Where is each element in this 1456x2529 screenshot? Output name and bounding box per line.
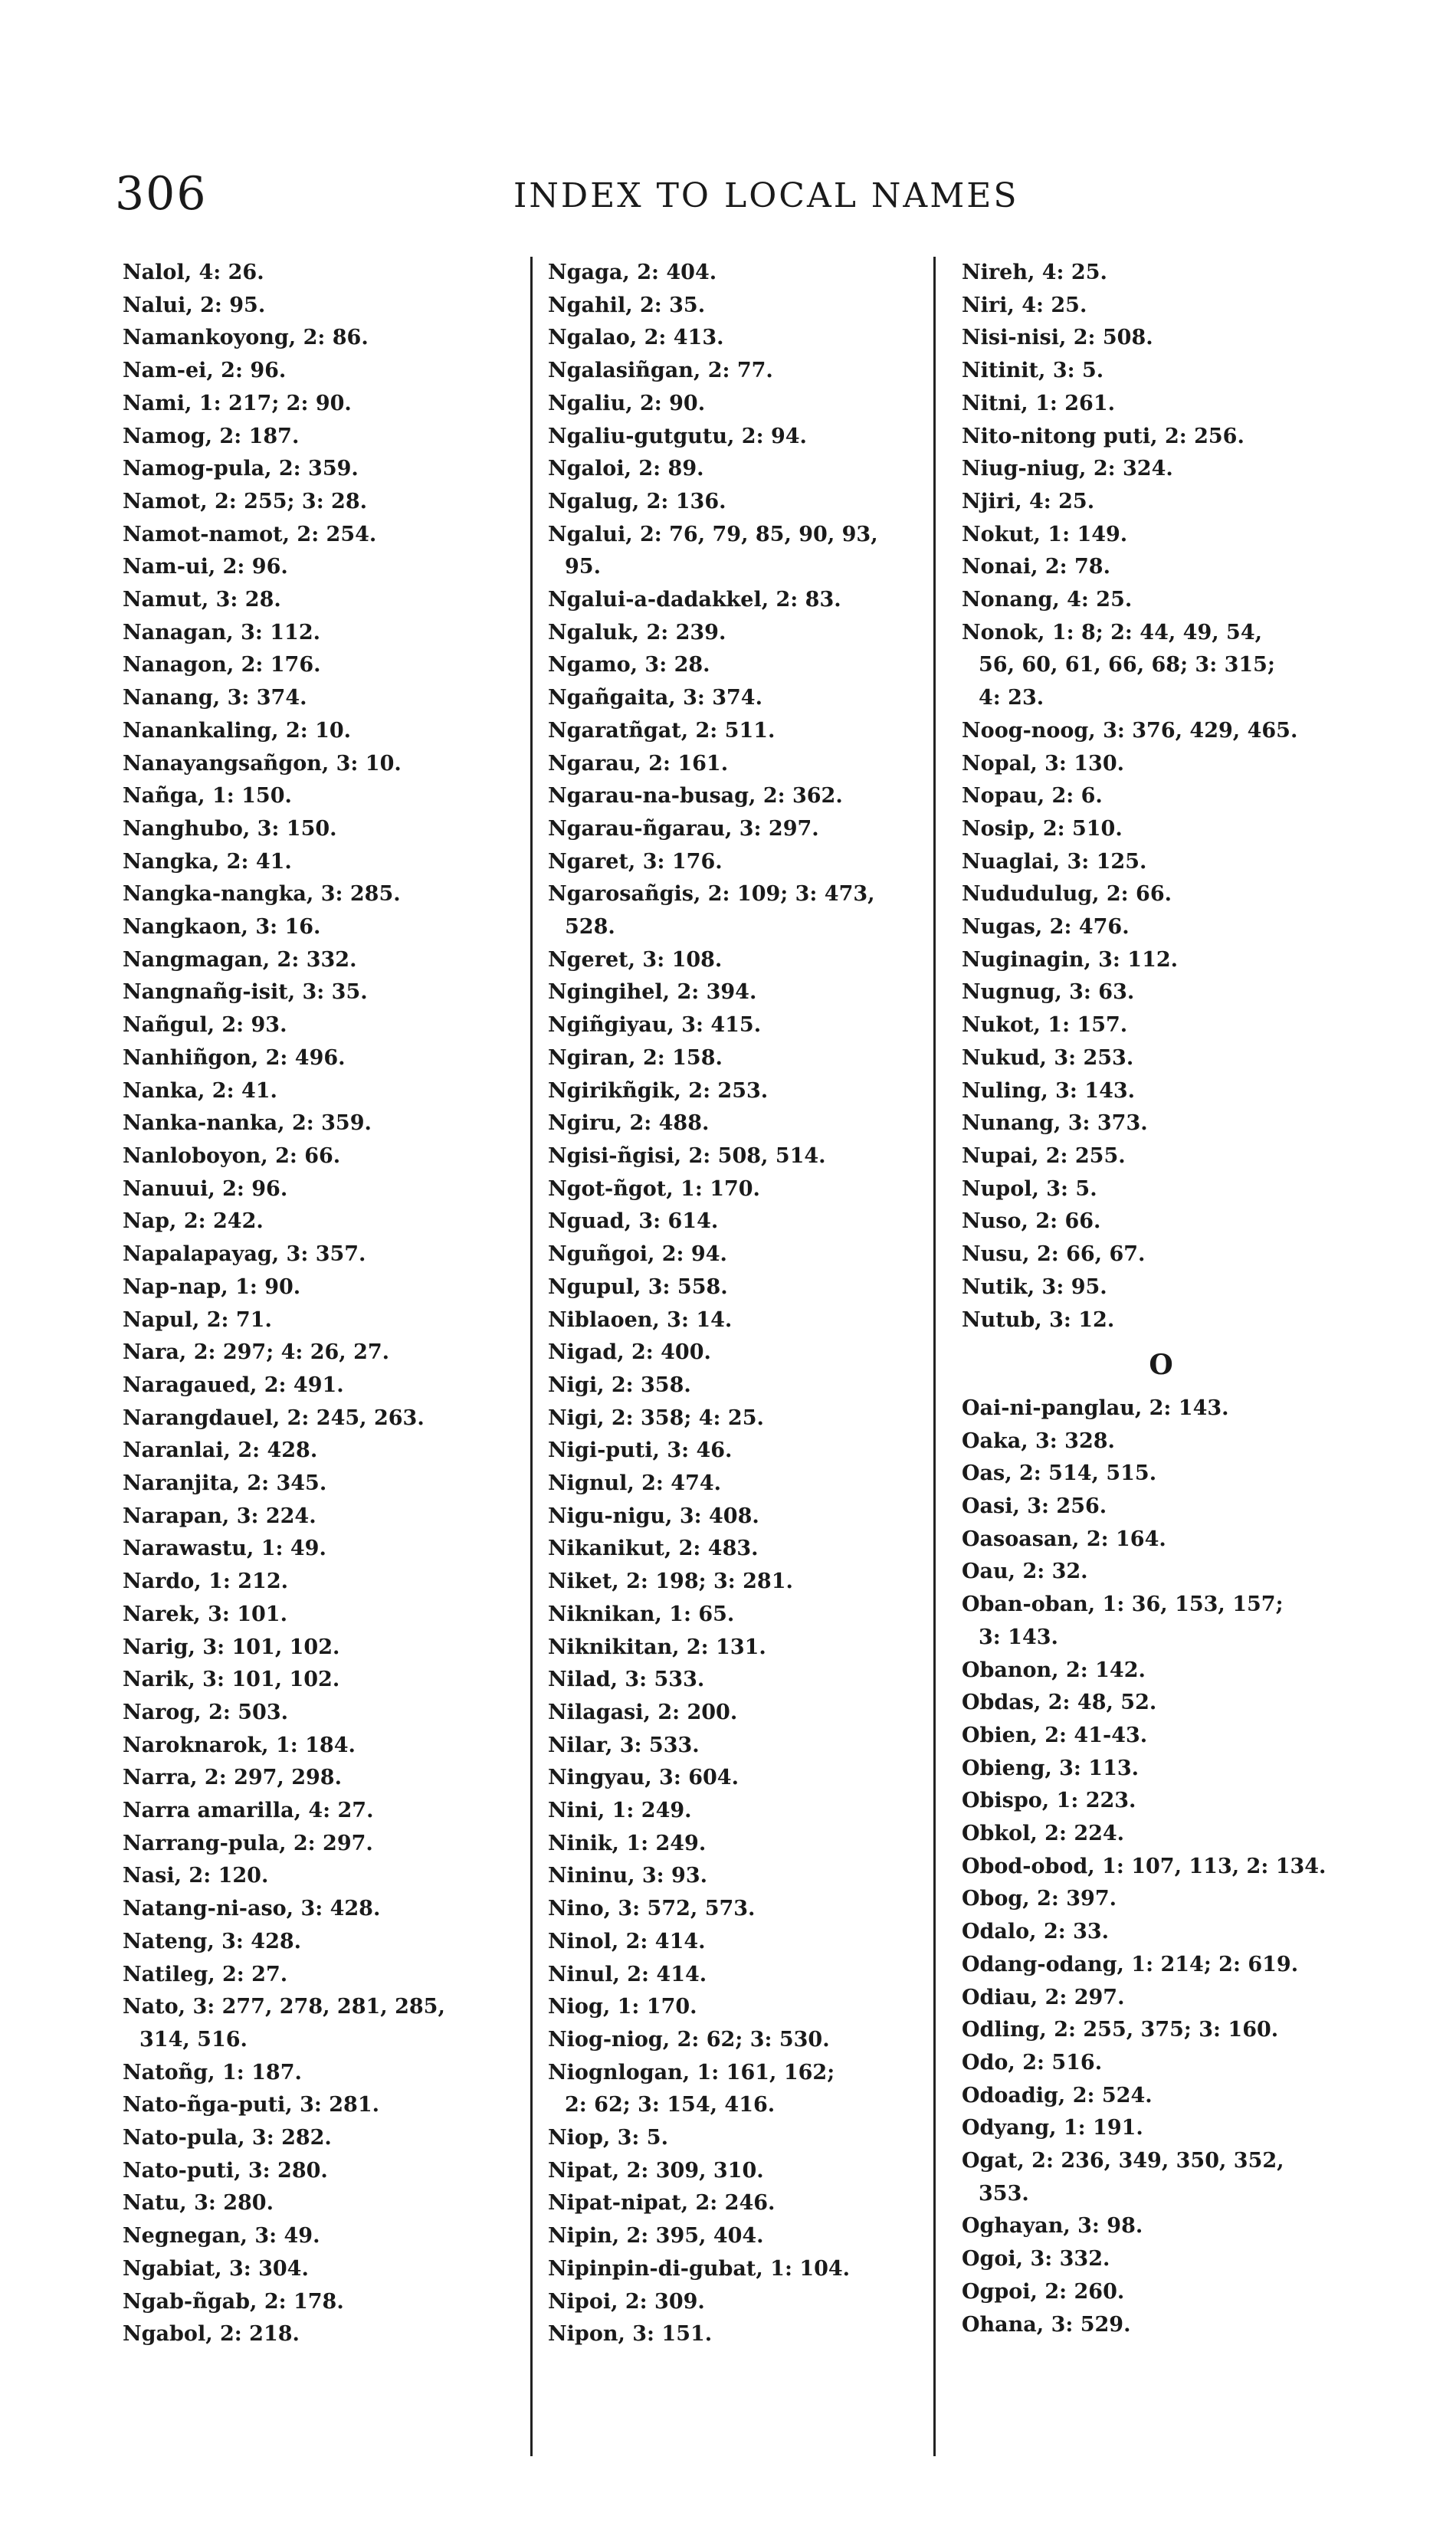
index-entry: 353.: [979, 2181, 1029, 2206]
index-entry: Nato-pula, 3: 282.: [123, 2126, 332, 2150]
index-entry: Ngarau, 2: 161.: [548, 751, 729, 776]
index-entry: Niog, 1: 170.: [548, 1995, 697, 2019]
index-entry: Natang-ni-aso, 3: 428.: [123, 1897, 381, 1921]
index-entry: Narawastu, 1: 49.: [123, 1537, 326, 1561]
index-entry: Nutik, 3: 95.: [962, 1274, 1107, 1299]
index-entry: Nalui, 2: 95.: [123, 293, 266, 317]
index-entry: Nusu, 2: 66, 67.: [962, 1242, 1146, 1267]
index-entry: Nugnug, 3: 63.: [962, 980, 1135, 1005]
index-entry: Nangnañg-isit, 3: 35.: [123, 980, 368, 1005]
index-entry: Narra amarilla, 4: 27.: [123, 1799, 374, 1823]
index-entry: Nanka, 2: 41.: [123, 1078, 277, 1103]
index-column-2: [548, 257, 931, 2351]
index-entry: Ngaliu-gutgutu, 2: 94.: [548, 424, 807, 448]
index-entry: Narog, 2: 503.: [123, 1700, 288, 1724]
index-entry: Ngiñgiyau, 3: 415.: [548, 1013, 762, 1038]
index-entry: Oghayan, 3: 98.: [962, 2214, 1143, 2239]
index-entry: Namut, 3: 28.: [123, 588, 281, 612]
index-entry: Ngab-ñgab, 2: 178.: [123, 2289, 344, 2314]
index-entry: Nato, 3: 277, 278, 281, 285,: [123, 1995, 445, 2019]
index-entry: Nonok, 1: 8; 2: 44, 49, 54,: [962, 620, 1263, 645]
index-entry: Nignul, 2: 474.: [548, 1471, 722, 1496]
index-entry: Obanon, 2: 142.: [962, 1658, 1146, 1682]
index-entry: Obieng, 3: 113.: [962, 1756, 1140, 1780]
index-entry: Ngalug, 2: 136.: [548, 489, 726, 513]
index-entry: Oban-oban, 1: 36, 153, 157;: [962, 1593, 1284, 1617]
index-entry: Nam-ei, 2: 96.: [123, 359, 287, 383]
index-entry: Njiri, 4: 25.: [962, 489, 1095, 513]
index-entry: Nigad, 2: 400.: [548, 1340, 711, 1365]
index-entry: Nipin, 2: 395, 404.: [548, 2224, 764, 2249]
index-entry: Nanhiñgon, 2: 496.: [123, 1045, 346, 1070]
index-entry: Nigi-puti, 3: 46.: [548, 1438, 733, 1463]
index-entry: Ngarau-ñgarau, 3: 297.: [548, 816, 819, 841]
index-entry: Naranjita, 2: 345.: [123, 1471, 327, 1496]
index-entry: Nininu, 3: 93.: [548, 1864, 708, 1888]
index-column-1: [123, 257, 529, 2351]
index-entry: Nisi-nisi, 2: 508.: [962, 326, 1153, 350]
index-entry: Nini, 1: 249.: [548, 1799, 692, 1823]
index-entry: Nuling, 3: 143.: [962, 1078, 1136, 1103]
index-entry: 4: 23.: [979, 686, 1044, 710]
index-entry: Oai-ni-panglau, 2: 143.: [962, 1396, 1229, 1420]
index-entry: Noog-noog, 3: 376, 429, 465.: [962, 718, 1298, 743]
index-entry: Niognlogan, 1: 161, 162;: [548, 2060, 835, 2085]
index-entry: Nonai, 2: 78.: [962, 555, 1110, 579]
column-divider: [530, 257, 533, 2456]
index-entry: Ngalasiñgan, 2: 77.: [548, 359, 773, 383]
index-entry: Nino, 3: 572, 573.: [548, 1897, 756, 1921]
index-entry: Nokut, 1: 149.: [962, 522, 1128, 546]
index-entry: Oas, 2: 514, 515.: [962, 1461, 1157, 1486]
index-entry: Nañgul, 2: 93.: [123, 1013, 287, 1038]
index-entry: Nami, 1: 217; 2: 90.: [123, 391, 352, 415]
index-entry: Ngirikñgik, 2: 253.: [548, 1078, 769, 1103]
index-entry: Nato-puti, 3: 280.: [123, 2158, 328, 2183]
index-entry: Namot-namot, 2: 254.: [123, 522, 377, 546]
index-entry: Nipon, 3: 151.: [548, 2322, 713, 2347]
index-entry: Nardo, 1: 212.: [123, 1570, 288, 1594]
index-entry: Nigi, 2: 358.: [548, 1373, 691, 1397]
index-entry: Nopal, 3: 130.: [962, 751, 1125, 776]
index-entry: Naragaued, 2: 491.: [123, 1373, 344, 1397]
index-entry: 528.: [565, 915, 615, 940]
index-entry: Nuginagin, 3: 112.: [962, 947, 1179, 972]
index-entry: Naranlai, 2: 428.: [123, 1438, 318, 1463]
index-entry: Nanayangsañgon, 3: 10.: [123, 751, 402, 776]
index-entry: Narrang-pula, 2: 297.: [123, 1831, 373, 1855]
index-entry: Nitni, 1: 261.: [962, 391, 1116, 415]
index-entry: Ngisi-ñgisi, 2: 508, 514.: [548, 1143, 826, 1168]
index-entry: Namog, 2: 187.: [123, 424, 300, 448]
index-entry: Nonang, 4: 25.: [962, 588, 1133, 612]
index-entry: Ngabol, 2: 218.: [123, 2322, 300, 2347]
index-entry: Ngalui, 2: 76, 79, 85, 90, 93,: [548, 522, 878, 546]
column-divider: [933, 257, 936, 2456]
index-entry: Ngaratñgat, 2: 511.: [548, 718, 776, 743]
index-entry: Obog, 2: 397.: [962, 1887, 1117, 1911]
index-entry: Ninul, 2: 414.: [548, 1962, 707, 1986]
index-entry: Ngeret, 3: 108.: [548, 947, 723, 972]
index-entry: Ngarosañgis, 2: 109; 3: 473,: [548, 882, 875, 907]
index-entry: Ngot-ñgot, 1: 170.: [548, 1176, 760, 1201]
index-entry: Nutub, 3: 12.: [962, 1307, 1115, 1332]
index-entry: Nanagan, 3: 112.: [123, 620, 321, 645]
index-entry: Nipat, 2: 309, 310.: [548, 2158, 764, 2183]
index-entry: Nangmagan, 2: 332.: [123, 947, 357, 972]
index-entry: Nasi, 2: 120.: [123, 1864, 269, 1888]
index-entry: Ngaga, 2: 404.: [548, 261, 717, 284]
index-entry: Ngabiat, 3: 304.: [123, 2256, 309, 2281]
index-entry: Nukot, 1: 157.: [962, 1013, 1128, 1038]
index-entry: Niket, 2: 198; 3: 281.: [548, 1570, 793, 1594]
index-entry: Natu, 3: 280.: [123, 2191, 274, 2216]
index-entry: Nopau, 2: 6.: [962, 784, 1103, 809]
index-entry: Niog-niog, 2: 62; 3: 530.: [548, 2027, 830, 2052]
index-entry: Nilagasi, 2: 200.: [548, 1700, 738, 1724]
index-entry: Nap, 2: 242.: [123, 1209, 264, 1234]
index-entry: Nilad, 3: 533.: [548, 1668, 705, 1692]
index-entry: Niblaoen, 3: 14.: [548, 1307, 733, 1332]
page-number: 306: [115, 167, 208, 221]
index-entry: Ngañgaita, 3: 374.: [548, 686, 762, 710]
index-entry: Nududulug, 2: 66.: [962, 882, 1172, 907]
index-entry: Oasi, 3: 256.: [962, 1494, 1107, 1519]
index-entry: Nukud, 3: 253.: [962, 1045, 1134, 1070]
index-entry: Niknikitan, 2: 131.: [548, 1635, 766, 1659]
index-entry: Odang-odang, 1: 214; 2: 619.: [962, 1952, 1299, 1976]
index-entry: 3: 143.: [979, 1625, 1058, 1649]
index-entry: Nateng, 3: 428.: [123, 1929, 302, 1953]
index-entry: Nilar, 3: 533.: [548, 1733, 700, 1757]
index-entry: Napul, 2: 71.: [123, 1307, 272, 1332]
index-entry: Ngaluk, 2: 239.: [548, 620, 726, 645]
index-entry: Nuaglai, 3: 125.: [962, 849, 1147, 874]
index-entry: Ogoi, 3: 332.: [962, 2247, 1110, 2272]
index-entry: Nam-ui, 2: 96.: [123, 555, 288, 579]
index-entry: Odling, 2: 255, 375; 3: 160.: [962, 2018, 1279, 2042]
index-entry: Nangka-nangka, 3: 285.: [123, 882, 401, 907]
index-entry: Nipoi, 2: 309.: [548, 2289, 705, 2314]
index-entry: Ngingihel, 2: 394.: [548, 980, 757, 1005]
index-entry: Nosip, 2: 510.: [962, 816, 1123, 841]
index-entry: Nara, 2: 297; 4: 26, 27.: [123, 1340, 390, 1365]
index-entry: Nanloboyon, 2: 66.: [123, 1143, 341, 1168]
index-entry: Nupol, 3: 5.: [962, 1176, 1097, 1201]
index-entry: Namot, 2: 255; 3: 28.: [123, 489, 368, 513]
index-entry: Narig, 3: 101, 102.: [123, 1635, 340, 1659]
index-entry: Niop, 3: 5.: [548, 2126, 668, 2150]
index-entry: Odyang, 1: 191.: [962, 2116, 1143, 2140]
index-entry: Nangka, 2: 41.: [123, 849, 292, 874]
index-entry: Nipat-nipat, 2: 246.: [548, 2191, 776, 2216]
index-entry: Odiau, 2: 297.: [962, 1985, 1125, 2009]
index-entry: Obkol, 2: 224.: [962, 1822, 1125, 1846]
index-entry: Niri, 4: 25.: [962, 293, 1087, 317]
index-entry: Ngupul, 3: 558.: [548, 1274, 728, 1299]
index-entry: Namankoyong, 2: 86.: [123, 326, 369, 350]
index-entry: Nanang, 3: 374.: [123, 686, 307, 710]
index-entry: Ngiran, 2: 158.: [548, 1045, 723, 1070]
index-entry: Narra, 2: 297, 298.: [123, 1766, 342, 1790]
section-letter-o: O: [1149, 1349, 1173, 1382]
index-entry: Nañga, 1: 150.: [123, 784, 292, 809]
index-entry: Ngiru, 2: 488.: [548, 1111, 710, 1136]
index-entry: Obien, 2: 41-43.: [962, 1723, 1148, 1747]
index-entry: Naroknarok, 1: 184.: [123, 1733, 356, 1757]
index-entry: Odoadig, 2: 524.: [962, 2083, 1153, 2108]
index-entry: Niug-niug, 2: 324.: [962, 457, 1173, 481]
index-entry: Nigi, 2: 358; 4: 25.: [548, 1406, 764, 1430]
index-entry: Narek, 3: 101.: [123, 1602, 287, 1626]
index-entry: Nalol, 4: 26.: [123, 261, 264, 284]
index-entry: Ogat, 2: 236, 349, 350, 352,: [962, 2149, 1284, 2173]
index-entry: Nguad, 3: 614.: [548, 1209, 719, 1234]
index-entry: 2: 62; 3: 154, 416.: [565, 2093, 776, 2117]
index-entry: Nanka-nanka, 2: 359.: [123, 1111, 372, 1136]
index-entry: Ngalui-a-dadakkel, 2: 83.: [548, 588, 841, 612]
index-entry: Natoñg, 1: 187.: [123, 2060, 302, 2085]
running-head: INDEX TO LOCAL NAMES: [513, 176, 1019, 215]
index-entry: Natileg, 2: 27.: [123, 1962, 288, 1986]
index-entry: Obod-obod, 1: 107, 113, 2: 134.: [962, 1854, 1326, 1878]
index-entry: 56, 60, 61, 66, 68; 3: 315;: [979, 653, 1275, 677]
index-entry: 314, 516.: [139, 2027, 248, 2052]
index-entry: Oaka, 3: 328.: [962, 1429, 1115, 1453]
index-entry: Negnegan, 3: 49.: [123, 2224, 320, 2249]
index-entry: Odalo, 2: 33.: [962, 1920, 1110, 1944]
index-entry: Oau, 2: 32.: [962, 1560, 1088, 1584]
index-entry: Nigu-nigu, 3: 408.: [548, 1504, 759, 1528]
index-entry: Obdas, 2: 48, 52.: [962, 1691, 1157, 1715]
index-entry: Ngalao, 2: 413.: [548, 326, 724, 350]
index-entry: Narapan, 3: 224.: [123, 1504, 316, 1528]
index-entry: Narik, 3: 101, 102.: [123, 1668, 340, 1692]
index-entry: Oasoasan, 2: 164.: [962, 1527, 1166, 1551]
index-entry: Nunang, 3: 373.: [962, 1111, 1148, 1136]
index-entry: Ngaret, 3: 176.: [548, 849, 723, 874]
index-entry: Ohana, 3: 529.: [962, 2312, 1131, 2337]
index-entry: Nugas, 2: 476.: [962, 915, 1130, 940]
index-entry: Nanuui, 2: 96.: [123, 1176, 288, 1201]
index-entry: Obispo, 1: 223.: [962, 1789, 1136, 1813]
index-entry: Nanankaling, 2: 10.: [123, 718, 352, 743]
index-entry: Nguñgoi, 2: 94.: [548, 1242, 727, 1267]
index-entry: Ngamo, 3: 28.: [548, 653, 710, 677]
index-entry: Ogpoi, 2: 260.: [962, 2279, 1125, 2304]
index-entry: Nupai, 2: 255.: [962, 1143, 1126, 1168]
index-entry: Ningyau, 3: 604.: [548, 1766, 739, 1790]
index-entry: Nanghubo, 3: 150.: [123, 816, 337, 841]
index-entry: Nap-nap, 1: 90.: [123, 1274, 301, 1299]
index-entry: Ngarau-na-busag, 2: 362.: [548, 784, 843, 809]
index-entry: Nipinpin-di-gubat, 1: 104.: [548, 2256, 851, 2281]
index-entry: Odo, 2: 516.: [962, 2050, 1103, 2075]
index-entry: Nuso, 2: 66.: [962, 1209, 1101, 1234]
index-entry: Ngaloi, 2: 89.: [548, 457, 704, 481]
index-entry: Nikanikut, 2: 483.: [548, 1537, 759, 1561]
index-entry: Napalapayag, 3: 357.: [123, 1242, 366, 1267]
index-entry: Ninik, 1: 249.: [548, 1831, 707, 1855]
index-entry: Nito-nitong puti, 2: 256.: [962, 424, 1244, 448]
index-entry: Nitinit, 3: 5.: [962, 359, 1104, 383]
index-entry: Narangdauel, 2: 245, 263.: [123, 1406, 425, 1430]
index-entry: 95.: [565, 555, 601, 579]
index-entry: Ninol, 2: 414.: [548, 1929, 706, 1953]
index-entry: Namog-pula, 2: 359.: [123, 457, 359, 481]
index-entry: Nireh, 4: 25.: [962, 261, 1107, 284]
index-column-3: [962, 257, 1360, 2341]
index-entry: Nangkaon, 3: 16.: [123, 915, 321, 940]
index-entry: Ngahil, 2: 35.: [548, 293, 706, 317]
index-entry: Niknikan, 1: 65.: [548, 1602, 735, 1626]
index-entry: Ngaliu, 2: 90.: [548, 391, 706, 415]
index-entry: Nato-ñga-puti, 3: 281.: [123, 2093, 380, 2117]
index-entry: Nanagon, 2: 176.: [123, 653, 321, 677]
